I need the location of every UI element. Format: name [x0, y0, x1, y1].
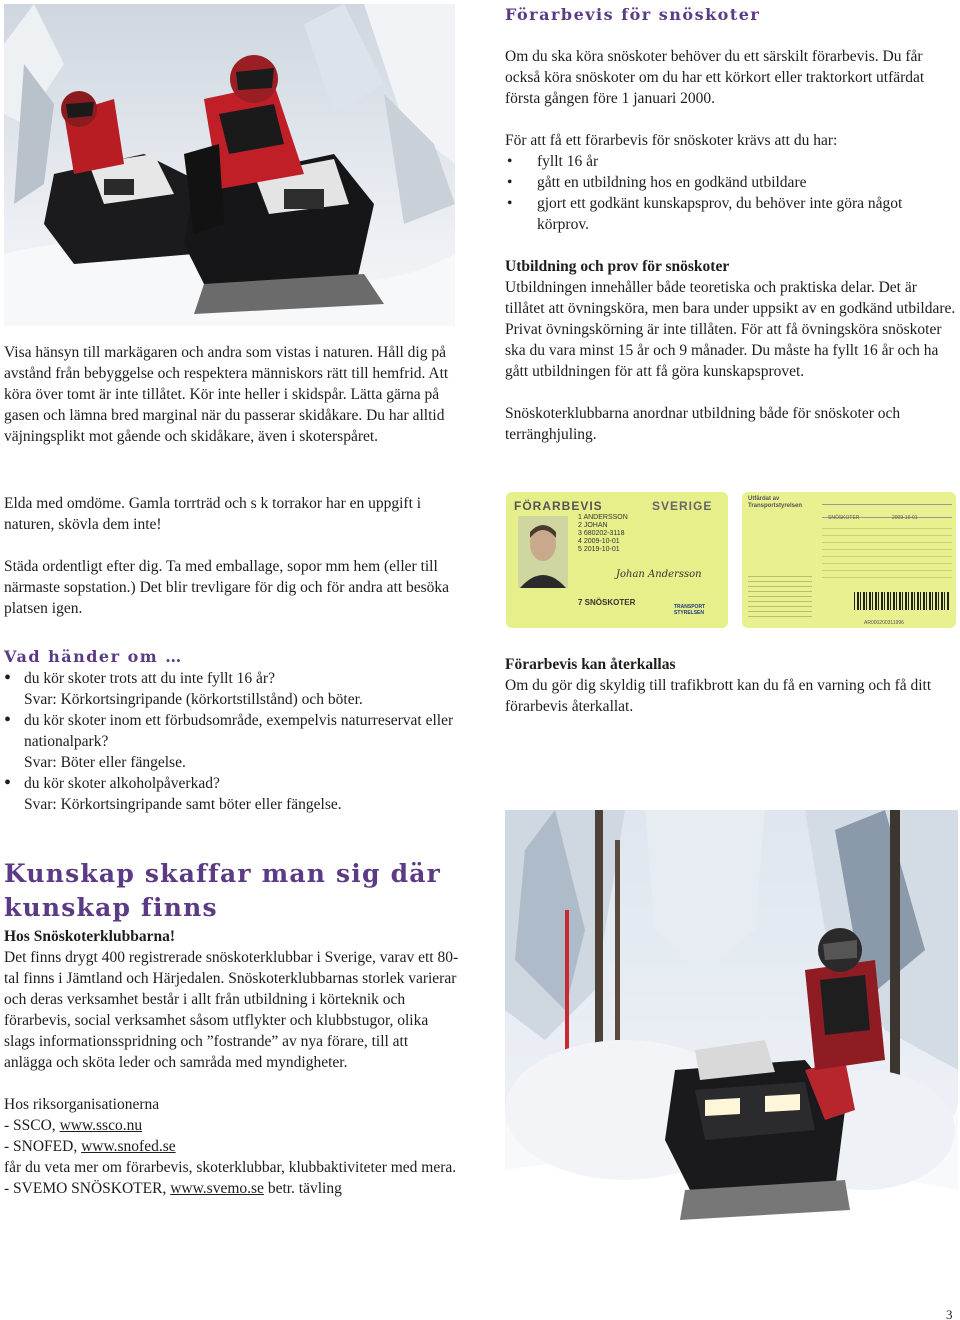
- requirements-list: [505, 151, 957, 235]
- card-title: FÖRARBEVIS: [514, 499, 603, 513]
- answer-text: Svar: Körkortsingripande samt böter eller fängelse.: [24, 796, 342, 813]
- card-back-lines: [822, 522, 952, 584]
- list-item: • gjort ett godkänt kunskapsprov, du behöver inte göra något körprov.: [505, 193, 957, 235]
- revoke-section: [505, 654, 957, 717]
- license-card-front: [506, 492, 728, 628]
- question-text: du kör skoter alkoholpåverkad?: [24, 775, 220, 792]
- clubs-text: Snöskoterklubbarna anordnar utbildning både för snöskoter och terränghjuling.: [505, 405, 901, 443]
- card-field: 3 680202-3118: [578, 530, 625, 537]
- svemo-prefix: - SVEMO SNÖSKOTER,: [4, 1180, 167, 1197]
- license-section: [505, 4, 957, 445]
- what-happens-section: [4, 646, 464, 815]
- card-field: 1 ANDERSSON: [578, 514, 628, 521]
- clean-paragraph: [4, 556, 460, 619]
- card-back-date: 2009-10-01: [892, 515, 918, 521]
- knowledge-text: Det finns drygt 400 registrerade snöskoterklubbar i Sverige, varav ett 80-tal finns i Jämtland och Härjedalen. Snöskoterklubbarnas storlek varierar och deras verksamhet består i allt från utbildning i körteknik och förarbevis, social verksamhet såsom utflykter och klubbstugor, olika slags informationsspridning och ”fostrande” av nya förare, till att anlägga och sköta leder och samråda med myndigheter.: [4, 949, 459, 1071]
- card-back-category: SNÖSKOTER: [828, 515, 860, 521]
- card-field: 5 2019-10-01: [578, 546, 620, 553]
- license-heading: Förarbevis för snöskoter: [505, 5, 761, 24]
- card-back-legend: [748, 572, 812, 618]
- list-item: • fyllt 16 år: [505, 151, 957, 172]
- what-happens-heading: Vad händer om …: [4, 647, 183, 666]
- svemo-line: [4, 1178, 459, 1199]
- list-item: [4, 710, 464, 752]
- what-happens-list: [4, 668, 464, 815]
- training-text: Utbildningen innehåller både teoretiska och praktiska delar. Det är tillåtet att övningsköra, men bara under uppsikt av en godkänd utbildare. Privat övningskörning är inte tillåten. För att få övningsköra snöskoter ska du vara minst 15 år och 9 månader. Du måste ha fyllt 16 år och ha gått utbildningen för att få göra kunskapsprovet.: [505, 279, 956, 380]
- orgs-more: får du veta mer om förarbevis, skoterklubbar, klubbaktiviteter med mera.: [4, 1159, 457, 1176]
- list-item: [4, 773, 464, 794]
- answer-text: Svar: Körkortsingripande (körkortstillstånd) och böter.: [24, 691, 363, 708]
- card-field: 4 2009-10-01: [578, 538, 620, 545]
- respect-paragraph: [4, 342, 460, 447]
- barcode-number: AR000200311996: [864, 620, 904, 626]
- license-card-back: [742, 492, 956, 628]
- fire-paragraph: [4, 493, 460, 535]
- knowledge-heading-line2: kunskap finns: [4, 893, 218, 922]
- card-photo: [518, 516, 568, 588]
- license-intro: Om du ska köra snöskoter behöver du ett särskilt förarbevis. Du får också köra snöskoter om du har ett körkort eller traktorkort utfärdat första gången före 1 januari 2000.: [505, 48, 925, 107]
- orgs-intro: Hos riksorganisationerna: [4, 1096, 160, 1113]
- fire-text: Elda med omdöme. Gamla torrträd och s k torrakor har en uppgift i naturen, skövla dem inte!: [4, 495, 422, 533]
- snofed-prefix: - SNOFED,: [4, 1138, 78, 1155]
- list-item: [4, 668, 464, 689]
- ssco-link[interactable]: www.ssco.nu: [59, 1117, 143, 1134]
- ssco-prefix: - SSCO,: [4, 1117, 56, 1134]
- training-heading: Utbildning och prov för snöskoter: [505, 258, 730, 275]
- card-fields: [578, 514, 628, 554]
- card-signature: Johan Andersson: [616, 569, 702, 580]
- card-field: 2 JOHAN: [578, 522, 608, 529]
- knowledge-heading-line1: Kunskap skaffar man sig där: [4, 859, 442, 888]
- question-text: du kör skoter trots att du inte fyllt 16 år?: [24, 670, 275, 687]
- list-item: • gått en utbildning hos en godkänd utbildare: [505, 172, 957, 193]
- revoke-heading: Förarbevis kan återkallas: [505, 656, 676, 673]
- ssco-line: [4, 1115, 459, 1136]
- requirements-intro: För att få ett förarbevis för snöskoter krävs att du har:: [505, 132, 838, 149]
- question-text: du kör skoter inom ett förbudsområde, exempelvis naturreservat eller nationalpark?: [24, 712, 454, 750]
- barcode: [854, 592, 950, 610]
- page-number: 3: [946, 1307, 953, 1320]
- snowmobile-powder-photo: [505, 810, 958, 1298]
- knowledge-subheading: Hos Snöskoterklubbarna!: [4, 928, 175, 945]
- clean-text: Städa ordentligt efter dig. Ta med emballage, sopor mm hem (eller till närmaste sopstation.) Det blir trevligare för dig och för andra att besöka platsen igen.: [4, 558, 450, 617]
- snofed-line: [4, 1136, 459, 1157]
- snofed-link[interactable]: www.snofed.se: [81, 1138, 176, 1155]
- respect-text: Visa hänsyn till markägaren och andra som vistas i naturen. Håll dig på avstånd från bebyggelse och respektera människors rätt till hemfrid. Att köra över tomt är inte tillåtet. Kör inte heller i skidspår. Lätta gärna på gasen och lämna bred marginal när du passerar skidåkare. Du har alltid väjningsplikt mot gående och skidåkare, även i skoterspåret.: [4, 344, 449, 445]
- svemo-suffix: betr. tävling: [267, 1180, 342, 1197]
- card-back-title: Utfärdat av Transportstyrelsen: [748, 496, 803, 509]
- card-country: SVERIGE: [652, 499, 713, 513]
- revoke-text: Om du gör dig skyldig till trafikbrott kan du få en varning och få ditt förarbevis återkallat.: [505, 677, 932, 715]
- knowledge-section: [4, 856, 459, 1199]
- snowmobiles-photo: [4, 4, 455, 326]
- answer-text: Svar: Böter eller fängelse.: [24, 754, 186, 771]
- card-issuer: TRANSPORT STYRELSEN: [674, 604, 706, 616]
- svemo-link[interactable]: www.svemo.se: [170, 1180, 264, 1197]
- card-category: 7 SNÖSKOTER: [578, 598, 636, 607]
